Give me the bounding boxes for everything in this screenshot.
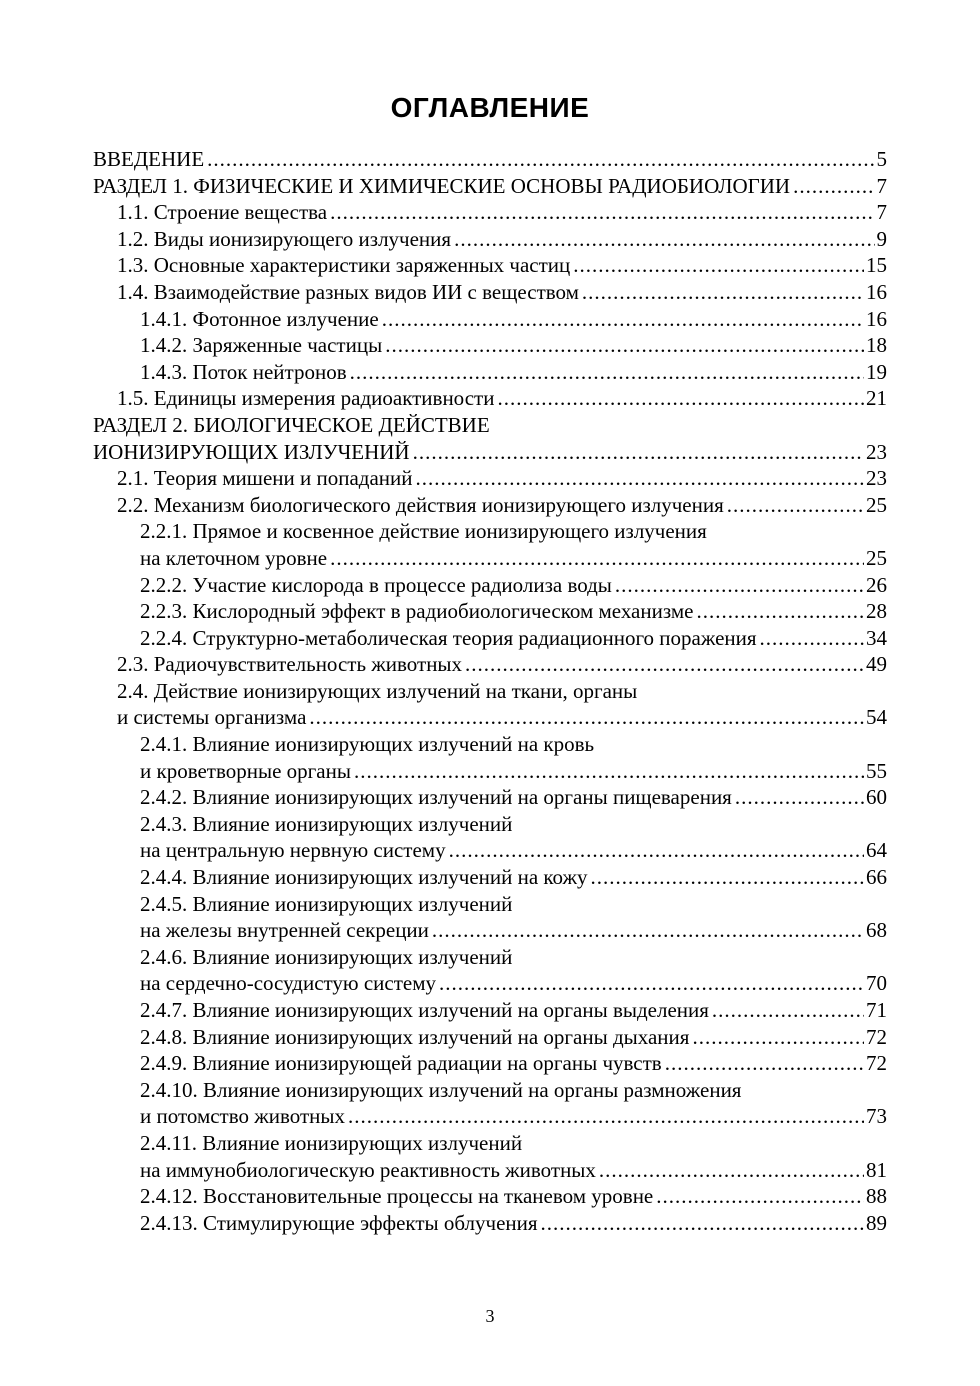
- dot-leader: [497, 385, 864, 412]
- toc-entry[interactable]: [93, 678, 887, 731]
- toc-entry-title: 1.4. Взаимодействие разных видов ИИ с веществом: [117, 279, 579, 304]
- toc-entry-page: 16: [866, 279, 887, 304]
- toc-entry-title: 1.4.3. Поток нейтронов: [140, 359, 347, 384]
- toc-entry-title: 2.4.2. Влияние ионизирующих излучений на органы пищеварения: [140, 785, 732, 810]
- toc-entry-title-line: 2.4.11. Влияние ионизирующих излучений: [140, 1130, 523, 1155]
- toc-entry[interactable]: [93, 518, 887, 571]
- toc-entry-row: [140, 1210, 887, 1237]
- toc-entry-title-line: РАЗДЕЛ 2. БИОЛОГИЧЕСКОЕ ДЕЙСТВИЕ: [93, 412, 490, 437]
- toc-entry[interactable]: [93, 252, 887, 279]
- toc-entry-title: на железы внутренней секреции: [140, 918, 429, 943]
- toc-entry-page: 5: [876, 147, 887, 171]
- toc-entry-page: 88: [866, 1184, 887, 1209]
- toc-entry-row: [140, 625, 887, 652]
- dot-leader: [309, 704, 864, 731]
- toc-entry-page: 25: [866, 545, 887, 570]
- dot-leader: [692, 1024, 864, 1051]
- dot-leader: [727, 492, 864, 519]
- toc-entry[interactable]: [93, 359, 887, 386]
- toc-entry-title: и системы организма: [117, 705, 307, 730]
- toc-entry[interactable]: [93, 412, 887, 465]
- toc-entry-page: 66: [866, 865, 887, 890]
- toc-entry[interactable]: [93, 332, 887, 359]
- dot-leader: [541, 1210, 864, 1237]
- toc-entry-title: 2.1. Теория мишени и попаданий: [117, 466, 413, 491]
- toc-entry-title: 2.2. Механизм биологического действия ионизирующего излучения: [117, 492, 724, 517]
- toc-entry-title: 2.3. Радиочувствительность животных: [117, 652, 463, 677]
- toc-entry-page: 68: [866, 918, 887, 943]
- dot-leader: [582, 279, 864, 306]
- toc-entry-row: [140, 837, 887, 864]
- toc-entry-title: 1.2. Виды ионизирующего излучения: [117, 226, 452, 251]
- dot-leader: [449, 837, 864, 864]
- dot-leader: [413, 439, 864, 466]
- toc-entry[interactable]: [93, 306, 887, 333]
- dot-leader: [348, 1103, 864, 1130]
- toc-entry-page: 28: [866, 599, 887, 624]
- dot-leader: [382, 306, 864, 333]
- toc-entry[interactable]: [93, 1050, 887, 1077]
- toc-entry-title: 2.4.13. Стимулирующие эффекты облучения: [140, 1210, 538, 1235]
- toc-entry-row: [140, 359, 887, 386]
- toc-entry-row: [117, 252, 887, 279]
- toc-entry-title: на иммунобиологическую реактивность животных: [140, 1157, 596, 1182]
- toc-entry[interactable]: [93, 492, 887, 519]
- toc-entry-page: 18: [866, 333, 887, 358]
- dot-leader: [416, 465, 865, 492]
- toc-entry-page: 49: [866, 652, 887, 677]
- toc-entry-title: на клеточном уровне: [140, 545, 328, 570]
- toc-entry-title: 2.4.8. Влияние ионизирующих излучений на органы дыхания: [140, 1024, 690, 1049]
- toc-entry-row: [117, 704, 887, 731]
- toc-entry[interactable]: [93, 146, 887, 173]
- dot-leader: [665, 1050, 864, 1077]
- toc-entry-title-line: 2.4.1. Влияние ионизирующих излучений на кровь: [140, 732, 595, 757]
- toc-entry[interactable]: [93, 1183, 887, 1210]
- toc-entry-page: 7: [876, 200, 887, 225]
- toc-entry-title: и кроветворные органы: [140, 758, 351, 783]
- toc-entry[interactable]: [93, 1130, 887, 1183]
- toc-entry-page: 60: [866, 785, 887, 810]
- table-of-contents: [93, 146, 887, 1236]
- toc-entry-row: [117, 279, 887, 306]
- toc-entry-title-line: 2.4.10. Влияние ионизирующих излучений на органы размножения: [140, 1077, 742, 1102]
- dot-leader: [599, 1157, 864, 1184]
- toc-entry[interactable]: [93, 625, 887, 652]
- toc-entry-row: [140, 1183, 887, 1210]
- page-number: 3: [485, 1306, 495, 1326]
- toc-entry[interactable]: [93, 572, 887, 599]
- toc-entry-page: 21: [866, 386, 887, 411]
- toc-entry-page: 26: [866, 572, 887, 597]
- toc-entry-row: [140, 332, 887, 359]
- dot-leader: [207, 146, 874, 173]
- toc-entry-page: 72: [866, 1024, 887, 1049]
- toc-entry-row: [140, 970, 887, 997]
- toc-entry[interactable]: [93, 598, 887, 625]
- toc-entry-page: 89: [866, 1210, 887, 1235]
- dot-leader: [735, 784, 864, 811]
- toc-entry[interactable]: [93, 944, 887, 997]
- toc-entry-row: [117, 199, 887, 226]
- toc-entry-page: 16: [866, 306, 887, 331]
- toc-entry-title: 2.2.2. Участие кислорода в процессе радиолиза воды: [140, 572, 612, 597]
- toc-entry[interactable]: [93, 891, 887, 944]
- dot-leader: [793, 173, 874, 200]
- toc-entry[interactable]: [93, 226, 887, 253]
- toc-entry-row: [140, 1050, 887, 1077]
- toc-entry[interactable]: [93, 1210, 887, 1237]
- toc-entry-page: 72: [866, 1051, 887, 1076]
- dot-leader: [573, 252, 864, 279]
- toc-entry-row: [140, 917, 887, 944]
- toc-entry[interactable]: [93, 465, 887, 492]
- dot-leader: [615, 572, 864, 599]
- toc-entry-page: 54: [866, 705, 887, 730]
- toc-entry-page: 64: [866, 838, 887, 863]
- dot-leader: [385, 332, 864, 359]
- toc-entry-title: ИОНИЗИРУЮЩИХ ИЗЛУЧЕНИЙ: [93, 439, 410, 464]
- toc-entry-row: [140, 545, 887, 572]
- toc-entry-row: [140, 306, 887, 333]
- toc-entry[interactable]: [93, 279, 887, 306]
- dot-leader: [591, 864, 864, 891]
- toc-entry-title: 2.2.4. Структурно-метаболическая теория радиационного поражения: [140, 625, 757, 650]
- toc-entry-title: РАЗДЕЛ 1. ФИЗИЧЕСКИЕ И ХИМИЧЕСКИЕ ОСНОВЫ РАДИОБИОЛОГИИ: [93, 173, 791, 198]
- toc-entry-row: [140, 758, 887, 785]
- dot-leader: [696, 598, 864, 625]
- dot-leader: [350, 359, 864, 386]
- toc-entry-title: 2.4.7. Влияние ионизирующих излучений на органы выделения: [140, 998, 709, 1022]
- toc-entry-title: 1.3. Основные характеристики заряженных частиц: [117, 253, 571, 278]
- toc-entry[interactable]: [93, 173, 887, 200]
- toc-entry-title: 1.4.2. Заряженные частицы: [140, 333, 383, 358]
- toc-entry-page: 81: [866, 1157, 887, 1182]
- toc-entry-title: 1.1. Строение вещества: [117, 200, 328, 225]
- toc-entry-row: [93, 439, 887, 466]
- dot-leader: [454, 226, 874, 253]
- toc-entry-page: 23: [866, 439, 887, 464]
- toc-entry-page: 55: [866, 758, 887, 783]
- dot-leader: [760, 625, 864, 652]
- toc-entry-row: [140, 997, 887, 1024]
- toc-entry-title-line: 2.4.6. Влияние ионизирующих излучений: [140, 944, 513, 969]
- toc-entry-title: 2.4.12. Восстановительные процессы на тканевом уровне: [140, 1184, 654, 1209]
- toc-entry-row: [117, 385, 887, 412]
- toc-entry[interactable]: [93, 1077, 887, 1130]
- toc-entry-title-line: 2.4.3. Влияние ионизирующих излучений: [140, 811, 513, 836]
- toc-entry-page: 7: [876, 173, 887, 198]
- toc-entry-page: 25: [866, 492, 887, 517]
- toc-entry-page: 34: [866, 625, 887, 650]
- toc-entry-row: [140, 864, 887, 891]
- toc-entry[interactable]: [93, 1024, 887, 1051]
- toc-entry-page: 19: [866, 359, 887, 384]
- toc-entry-row: [93, 146, 887, 173]
- toc-entry-row: [117, 492, 887, 519]
- dot-leader: [465, 651, 864, 678]
- toc-entry-page: 23: [866, 466, 887, 491]
- toc-entry[interactable]: [93, 731, 887, 784]
- toc-entry-title: на сердечно-сосудистую систему: [140, 971, 437, 996]
- toc-entry[interactable]: [93, 997, 887, 1024]
- toc-entry[interactable]: [93, 784, 887, 811]
- toc-entry-page: 73: [866, 1104, 887, 1129]
- toc-entry[interactable]: [93, 811, 887, 864]
- toc-entry[interactable]: [93, 385, 887, 412]
- dot-leader: [330, 199, 874, 226]
- dot-leader: [354, 758, 864, 785]
- toc-entry[interactable]: [93, 864, 887, 891]
- toc-entry[interactable]: [93, 651, 887, 678]
- dot-leader: [712, 997, 864, 1024]
- toc-entry-title-line: 2.4. Действие ионизирующих излучений на ткани, органы: [117, 678, 638, 703]
- toc-entry-title-line: 2.4.5. Влияние ионизирующих излучений: [140, 891, 513, 916]
- toc-entry-page: 9: [876, 226, 887, 251]
- toc-entry[interactable]: [93, 199, 887, 226]
- dot-leader: [656, 1183, 864, 1210]
- toc-entry-row: [140, 598, 887, 625]
- page-title: ОГЛАВЛЕНИЕ: [390, 92, 590, 123]
- toc-entry-row: [117, 226, 887, 253]
- dot-leader: [330, 545, 864, 572]
- toc-entry-title: 2.2.3. Кислородный эффект в радиобиологическом механизме: [140, 599, 694, 624]
- toc-entry-row: [117, 651, 887, 678]
- toc-entry-title: 1.4.1. Фотонное излучение: [140, 306, 379, 331]
- toc-entry-row: [93, 173, 887, 200]
- toc-entry-title: 2.4.4. Влияние ионизирующих излучений на кожу: [140, 865, 588, 890]
- toc-entry-row: [140, 572, 887, 599]
- toc-entry-page: 71: [866, 998, 887, 1022]
- toc-entry-page: 70: [866, 971, 887, 996]
- toc-entry-title: 2.4.9. Влияние ионизирующей радиации на органы чувств: [140, 1051, 662, 1076]
- toc-entry-row: [140, 1024, 887, 1051]
- toc-entry-row: [140, 1157, 887, 1184]
- toc-entry-row: [117, 465, 887, 492]
- toc-entry-title: на центральную нервную систему: [140, 838, 446, 863]
- toc-entry-row: [140, 784, 887, 811]
- toc-entry-title: 1.5. Единицы измерения радиоактивности: [117, 386, 495, 411]
- toc-entry-page: 15: [866, 253, 887, 278]
- toc-entry-row: [140, 1103, 887, 1130]
- toc-entry-title-line: 2.2.1. Прямое и косвенное действие ионизирующего излучения: [140, 519, 707, 544]
- dot-leader: [432, 917, 864, 944]
- dot-leader: [439, 970, 864, 997]
- toc-entry-title: ВВЕДЕНИЕ: [93, 147, 205, 171]
- toc-entry-title: и потомство животных: [140, 1104, 346, 1129]
